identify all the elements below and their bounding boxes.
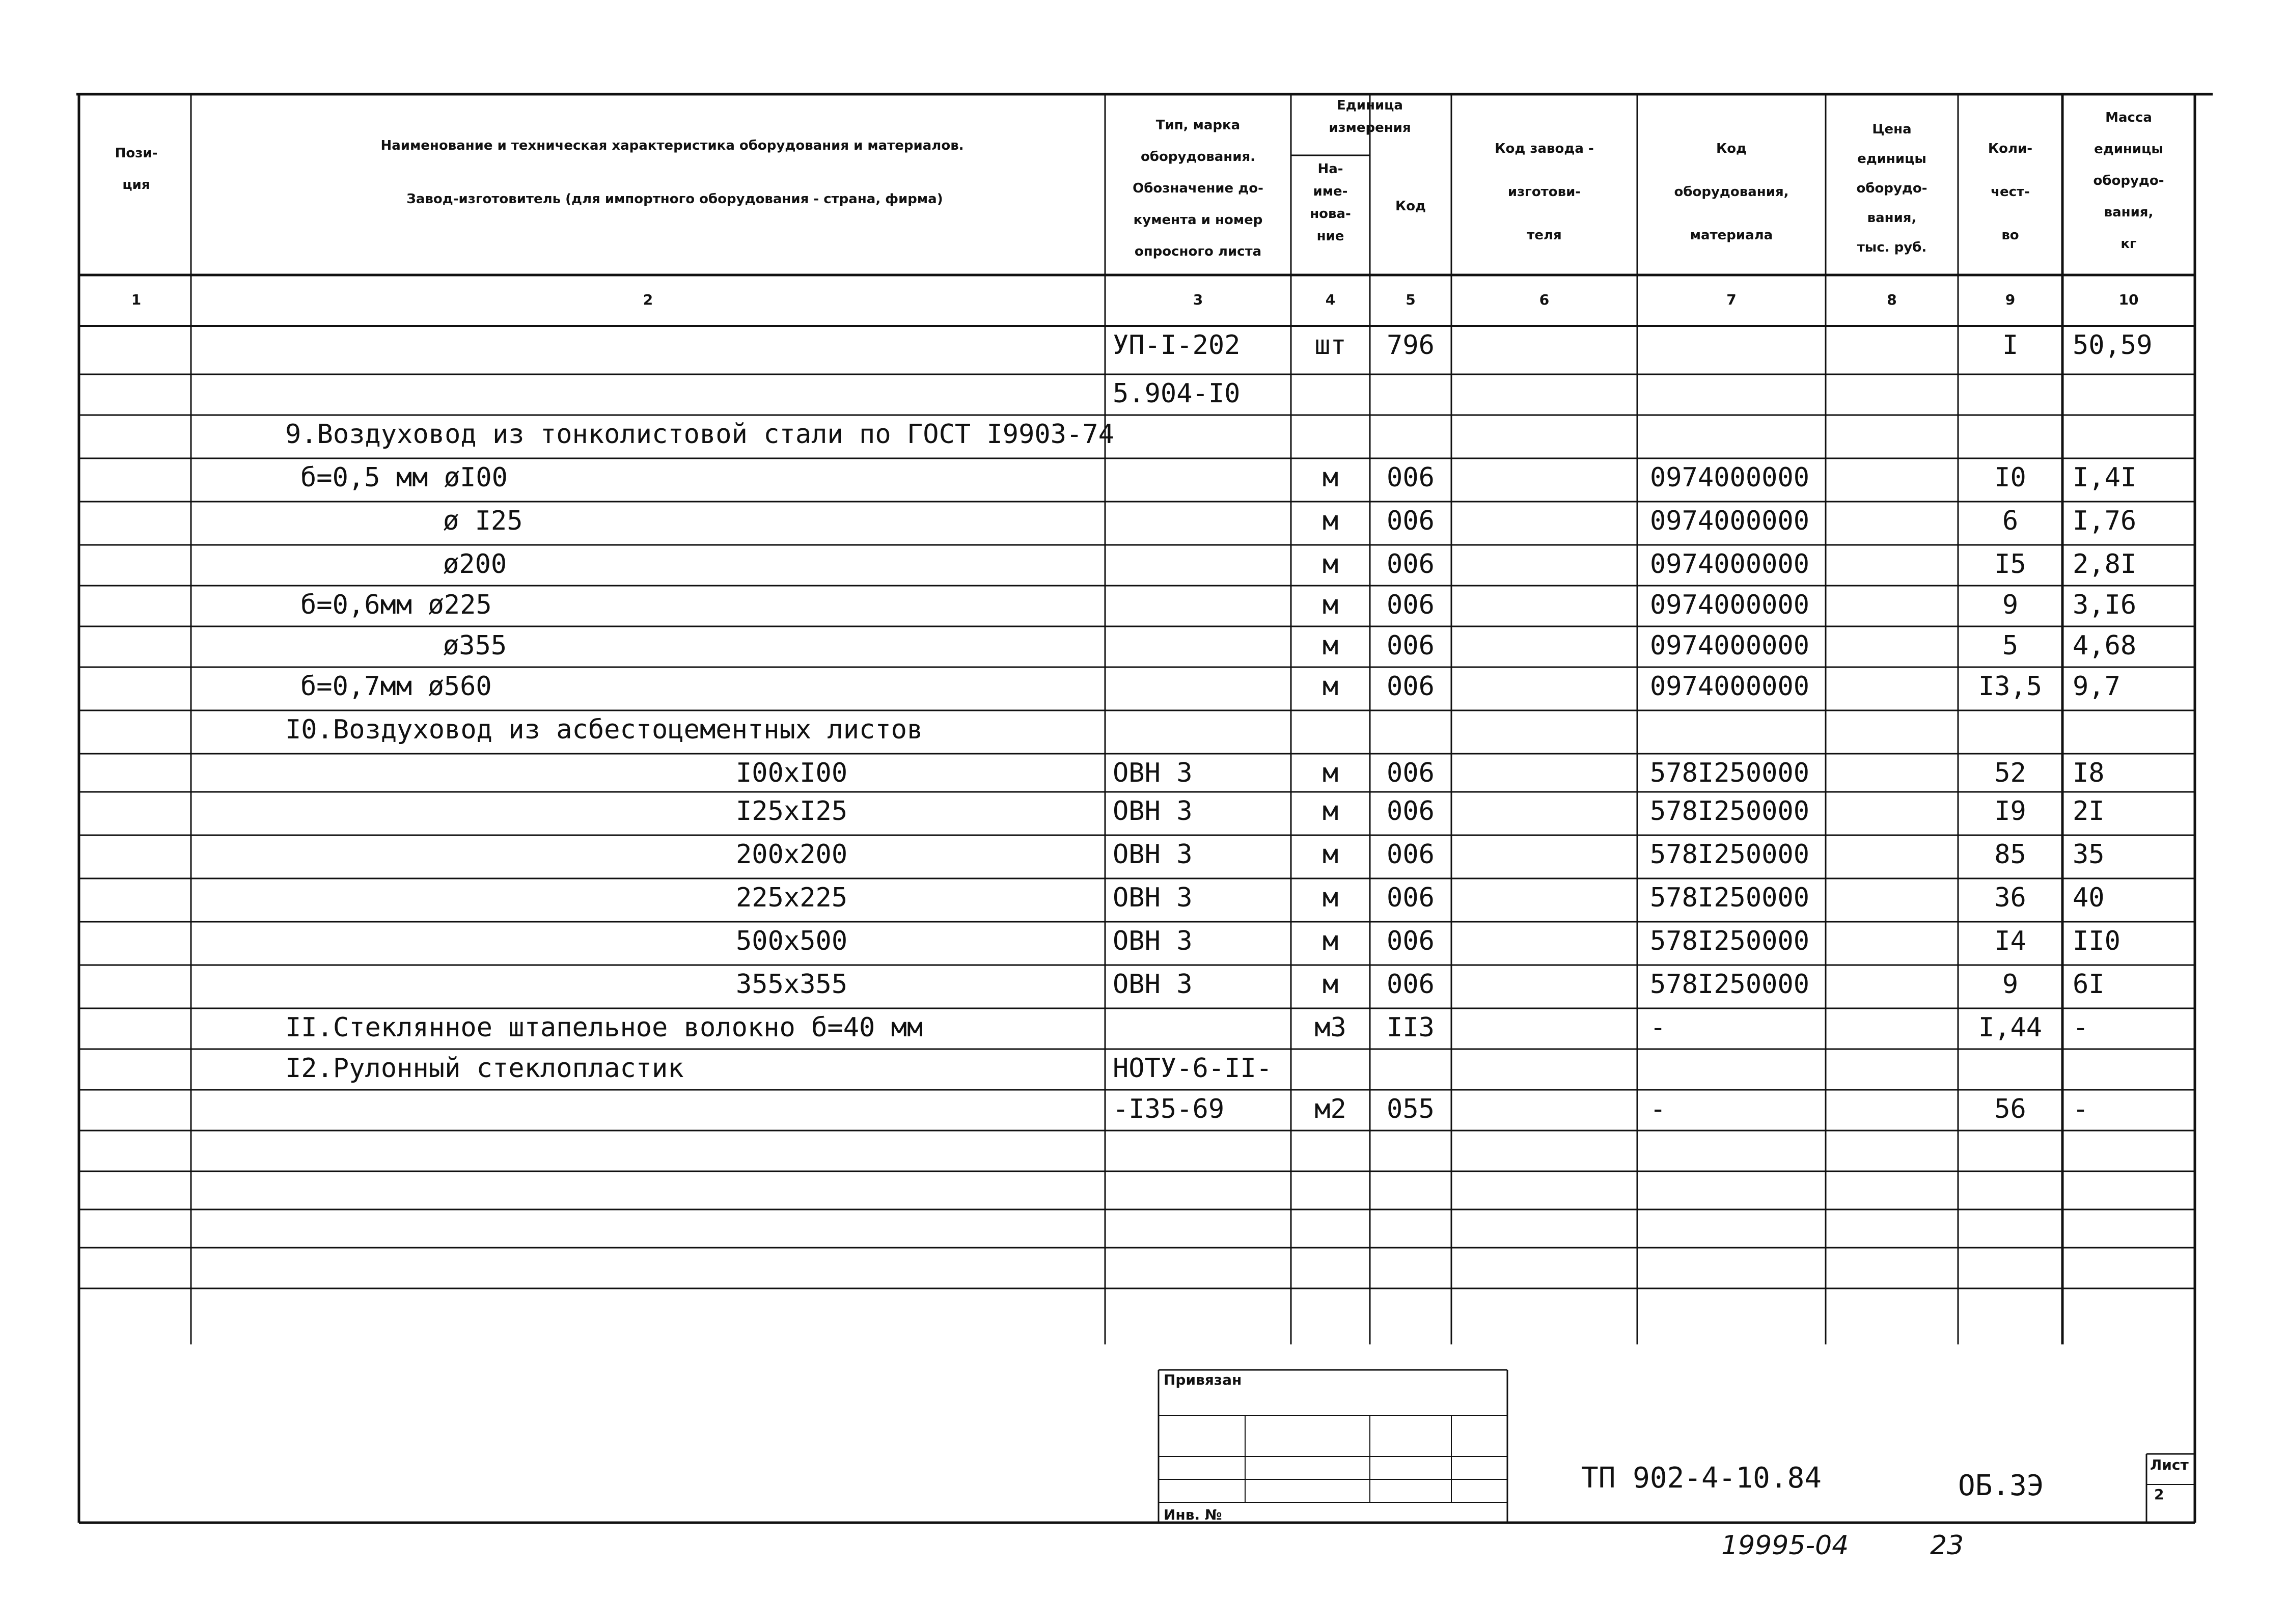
item-mass: I8 [2073,758,2105,788]
item-type: 5.904-I0 [1113,378,1241,409]
item-unit: м [1322,926,1339,956]
item-unit-code: 006 [1387,926,1435,956]
item-mass: 6I [2073,969,2105,1000]
item-unit-code: 006 [1387,630,1435,661]
item-mass: 50,59 [2073,330,2153,361]
item-unit: м [1322,671,1339,702]
column-number-9: 9 [2005,291,2016,308]
item-unit-code: 006 [1387,671,1435,702]
column-number-1: 1 [131,291,142,308]
header-quantity: Коли- чест- во [1988,141,2033,243]
header-name-line1: Наименование и техническая характеристика оборудования и материалов. [380,138,964,153]
item-quantity: 5 [2002,630,2019,661]
item-type: НОТУ-6-II- [1113,1053,1273,1084]
item-quantity: I5 [1994,549,2026,580]
item-quantity: I [2002,330,2019,361]
column-number-6: 6 [1539,291,1550,308]
item-type: ОВН 3 [1113,969,1193,1000]
item-unit-code: 006 [1387,839,1435,870]
item-mass: 3,I6 [2073,590,2137,620]
item-unit: м [1322,883,1339,913]
item-type: УП-I-202 [1113,330,1241,361]
header-name-line2: Завод-изготовитель (для импортного оборудования - страна, фирма) [406,191,943,207]
item-name: ø355 [443,630,507,661]
item-unit-code: 006 [1387,549,1435,580]
item-mass: 2,8I [2073,549,2137,580]
item-mass: 2I [2073,796,2105,827]
item-type: ОВН 3 [1113,758,1193,788]
item-mass: 4,68 [2073,630,2137,661]
item-unit: м [1322,506,1339,536]
item-mass: I,76 [2073,506,2137,536]
sheet-label: Лист [2150,1456,2189,1473]
item-name: I0.Воздуховод из асбестоцементных листов [285,714,923,745]
item-name: I2.Рулонный стеклопластик [285,1053,684,1084]
item-quantity: I0 [1994,462,2026,493]
header-unit-name: На- име- нова- ние [1310,161,1351,244]
item-material-code: 0974000000 [1650,671,1810,702]
item-material-code: 0974000000 [1650,506,1810,536]
header-unit: Единица измерения [1329,98,1411,135]
item-type: -I35-69 [1113,1094,1225,1124]
item-quantity: I4 [1994,926,2026,956]
item-unit-code: 006 [1387,758,1435,788]
item-name: 225x225 [736,883,848,913]
item-mass: - [2073,1094,2089,1124]
item-mass: 9,7 [2073,671,2120,702]
item-name: I25xI25 [736,796,848,827]
item-name: 500x500 [736,926,848,956]
item-name: б=0,6мм ø225 [300,590,492,620]
item-unit: м [1322,590,1339,620]
item-mass: 40 [2073,883,2105,913]
column-number-2: 2 [643,291,653,308]
sheet-number: 2 [2154,1486,2164,1503]
item-name: 9.Воздуховод из тонколистовой стали по ГОСТ I9903-74 [285,419,1114,450]
item-unit-code: II3 [1387,1012,1435,1043]
item-material-code: 578I250000 [1650,839,1810,870]
item-unit: м [1322,462,1339,493]
item-unit: м [1322,549,1339,580]
item-material-code: 578I250000 [1650,758,1810,788]
header-material-code: Код оборудования, материала [1674,141,1789,243]
item-unit-code: 055 [1387,1094,1435,1124]
item-name: I00xI00 [736,758,848,788]
column-number-5: 5 [1406,291,1416,308]
item-name: ø200 [443,549,507,580]
project-number: ТП 902-4-10.84 [1581,1462,1822,1495]
item-unit: шт [1314,330,1346,361]
header-price: Цена единицы оборудо- вания, тыс. руб. [1856,122,1927,255]
item-material-code: 578I250000 [1650,926,1810,956]
bound-label: Привязан [1164,1371,1242,1388]
column-number-3: 3 [1193,291,1203,308]
item-mass: - [2073,1012,2089,1043]
item-unit: м [1322,839,1339,870]
item-quantity: 56 [1994,1094,2026,1124]
column-number-8: 8 [1887,291,1897,308]
album-code: ОБ.ЗЭ [1958,1469,2044,1502]
item-unit-code: 006 [1387,590,1435,620]
item-quantity: 36 [1994,883,2026,913]
header-factory-code: Код завода - изготови- теля [1495,141,1594,243]
item-material-code: 578I250000 [1650,796,1810,827]
item-quantity: 6 [2002,506,2019,536]
item-unit: м [1322,796,1339,827]
handwritten-page: 23 [1930,1530,1964,1561]
item-material-code: 0974000000 [1650,590,1810,620]
item-unit-code: 006 [1387,796,1435,827]
item-unit: м [1322,969,1339,1000]
header-unit-code: Код [1395,199,1426,214]
item-unit-code: 006 [1387,969,1435,1000]
item-material-code: 578I250000 [1650,969,1810,1000]
item-mass: 35 [2073,839,2105,870]
item-material-code: 0974000000 [1650,630,1810,661]
item-quantity: I9 [1994,796,2026,827]
header-type: Тип, марка оборудования. Обозначение до- кумента и номер опросного листа [1133,118,1263,259]
item-name: б=0,7мм ø560 [300,671,492,702]
item-unit: м [1322,758,1339,788]
item-name: ø I25 [443,506,523,536]
item-material-code: 578I250000 [1650,883,1810,913]
item-unit: м [1322,630,1339,661]
item-material-code: 0974000000 [1650,549,1810,580]
item-unit: м3 [1314,1012,1346,1043]
item-quantity: 85 [1994,839,2026,870]
column-number-4: 4 [1325,291,1336,308]
column-number-7: 7 [1726,291,1737,308]
item-quantity: I,44 [1978,1012,2043,1043]
item-name: II.Стеклянное штапельное волокно б=40 мм [285,1012,923,1043]
item-type: ОВН 3 [1113,926,1193,956]
item-unit-code: 006 [1387,462,1435,493]
item-mass: II0 [2073,926,2120,956]
item-mass: I,4I [2073,462,2137,493]
item-unit-code: 006 [1387,883,1435,913]
item-material-code: 0974000000 [1650,462,1810,493]
item-material-code: - [1650,1094,1666,1124]
item-unit: м2 [1314,1094,1346,1124]
item-quantity: 9 [2002,969,2019,1000]
column-number-10: 10 [2118,291,2139,308]
item-name: б=0,5 мм øI00 [300,462,508,493]
item-material-code: - [1650,1012,1666,1043]
header-position: Пози- ция [115,146,158,192]
item-type: ОВН 3 [1113,839,1193,870]
inventory-label: Инв. № [1164,1506,1222,1523]
item-quantity: 9 [2002,590,2019,620]
item-type: ОВН 3 [1113,796,1193,827]
item-quantity: I3,5 [1978,671,2043,702]
item-quantity: 52 [1994,758,2026,788]
item-type: ОВН 3 [1113,883,1193,913]
item-unit-code: 796 [1387,330,1435,361]
header-mass: Масса единицы оборудо- вания, кг [2093,110,2164,252]
item-name: 355x355 [736,969,848,1000]
item-unit-code: 006 [1387,506,1435,536]
item-name: 200x200 [736,839,848,870]
handwritten-code: 19995-04 [1721,1530,1849,1561]
